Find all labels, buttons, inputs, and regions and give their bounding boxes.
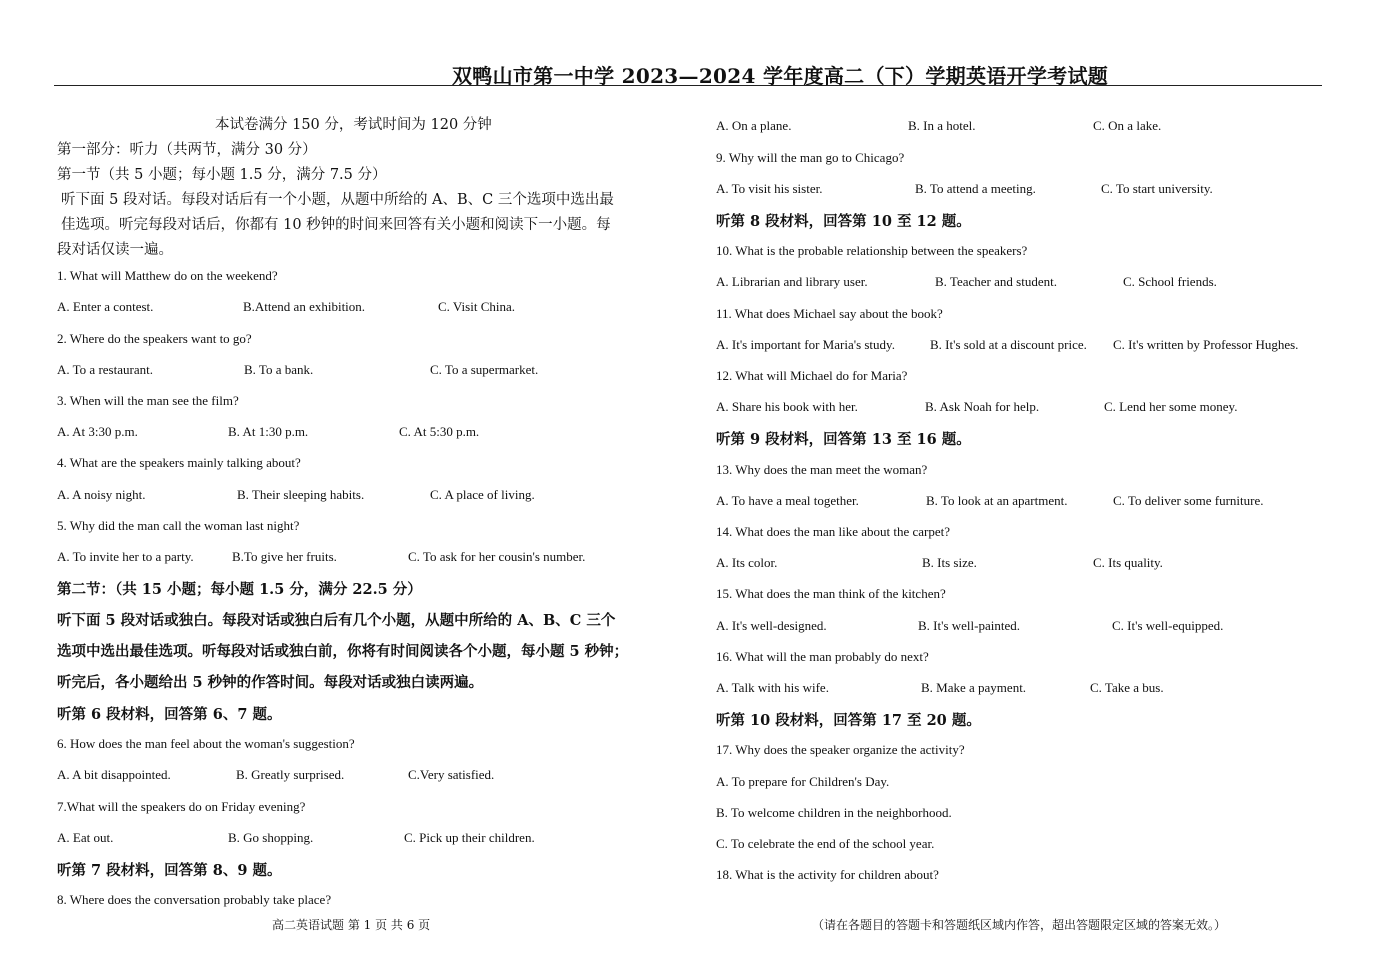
- q13-option-a: A. To have a meal together.: [716, 493, 859, 508]
- q6-option-a: A. A bit disappointed.: [57, 767, 171, 782]
- q5-option-b: B.To give her fruits.: [232, 549, 337, 564]
- q2-option-a: A. To a restaurant.: [57, 362, 153, 377]
- q11-option-a: A. It's important for Maria's study.: [716, 337, 895, 352]
- page-footer-left: 高二英语试题 第 1 页 共 6 页: [272, 918, 431, 932]
- instruction-line: 听下面 5 段对话。每段对话后有一个小题，从题中所给的 A、B、C 三个选项中选出最: [61, 192, 614, 208]
- q7-option-a: A. Eat out.: [57, 830, 114, 845]
- q2-option-c: C. To a supermarket.: [430, 362, 539, 377]
- question-1: 1. What will Matthew do on the weekend?: [57, 268, 278, 283]
- q6-option-b: B. Greatly surprised.: [236, 767, 345, 782]
- question-12: 12. What will Michael do for Maria?: [716, 368, 908, 383]
- q7-option-b: B. Go shopping.: [228, 830, 314, 845]
- question-10: 10. What is the probable relationship between the speakers?: [716, 243, 1028, 258]
- q3-option-a: A. At 3:30 p.m.: [57, 424, 138, 439]
- material-10-heading: 听第 10 段材料，回答第 17 至 20 题。: [716, 712, 981, 729]
- instruction-line: 听下面 5 段对话或独白。每段对话或独白后有几个小题，从题中所给的 A、B、C 三个: [57, 612, 616, 629]
- q17-option-c: C. To celebrate the end of the school year.: [716, 836, 935, 851]
- q8-option-a: A. On a plane.: [716, 118, 792, 133]
- q1-option-c: C. Visit China.: [438, 299, 515, 314]
- question-4: 4. What are the speakers mainly talking about?: [57, 455, 301, 470]
- instruction-line: 听完后，各小题给出 5 秒钟的作答时间。每段对话或独白读两遍。: [57, 674, 484, 691]
- q4-option-b: B. Their sleeping habits.: [237, 487, 365, 502]
- q13-option-c: C. To deliver some furniture.: [1113, 493, 1264, 508]
- q5-option-a: A. To invite her to a party.: [57, 549, 194, 564]
- question-17: 17. Why does the speaker organize the activity?: [716, 742, 965, 757]
- question-13: 13. Why does the man meet the woman?: [716, 462, 928, 477]
- question-15: 15. What does the man think of the kitchen?: [716, 586, 946, 601]
- question-7: 7.What will the speakers do on Friday evening?: [57, 799, 306, 814]
- exam-title: 双鸭山市第一中学 2023—2024 学年度高二（下）学期英语开学考试题: [452, 64, 1109, 88]
- question-16: 16. What will the man probably do next?: [716, 649, 929, 664]
- q12-option-b: B. Ask Noah for help.: [925, 399, 1040, 414]
- q16-option-b: B. Make a payment.: [921, 680, 1027, 695]
- q9-option-c: C. To start university.: [1101, 181, 1213, 196]
- material-8-heading: 听第 8 段材料，回答第 10 至 12 题。: [716, 213, 971, 230]
- question-9: 9. Why will the man go to Chicago?: [716, 150, 905, 165]
- question-3: 3. When will the man see the film?: [57, 393, 239, 408]
- q3-option-b: B. At 1:30 p.m.: [228, 424, 309, 439]
- q15-option-c: C. It's well-equipped.: [1112, 618, 1224, 633]
- material-6-heading: 听第 6 段材料，回答第 6、7 题。: [57, 706, 282, 723]
- q3-option-c: C. At 5:30 p.m.: [399, 424, 480, 439]
- question-14: 14. What does the man like about the carpet?: [716, 524, 951, 539]
- q13-option-b: B. To look at an apartment.: [926, 493, 1068, 508]
- section1-heading: 第一节（共 5 小题；每小题 1.5 分，满分 7.5 分）: [57, 167, 387, 183]
- q16-option-a: A. Talk with his wife.: [716, 680, 829, 695]
- q10-option-c: C. School friends.: [1123, 274, 1217, 289]
- q11-option-b: B. It's sold at a discount price.: [930, 337, 1087, 352]
- q4-option-c: C. A place of living.: [430, 487, 535, 502]
- page-footer-right: （请在各题目的答题卡和答题纸区域内作答，超出答题限定区域的答案无效。）: [812, 918, 1227, 932]
- instruction-line: 佳选项。听完每段对话后，你都有 10 秒钟的时间来回答有关小题和阅读下一小题。每: [61, 217, 611, 233]
- q17-option-a: A. To prepare for Children's Day.: [716, 774, 890, 789]
- part1-heading: 第一部分：听力（共两节，满分 30 分）: [57, 142, 317, 158]
- question-6: 6. How does the man feel about the woman's suggestion?: [57, 736, 355, 751]
- q16-option-c: C. Take a bus.: [1090, 680, 1164, 695]
- q8-option-b: B. In a hotel.: [908, 118, 976, 133]
- q12-option-c: C. Lend her some money.: [1104, 399, 1238, 414]
- q14-option-c: C. Its quality.: [1093, 555, 1163, 570]
- q14-option-a: A. Its color.: [716, 555, 778, 570]
- q9-option-b: B. To attend a meeting.: [915, 181, 1036, 196]
- instruction-line: 选项中选出最佳选项。听每段对话或独白前，你将有时间阅读各个小题，每小题 5 秒钟；: [57, 643, 629, 660]
- q15-option-b: B. It's well-painted.: [918, 618, 1020, 633]
- q8-option-c: C. On a lake.: [1093, 118, 1162, 133]
- q7-option-c: C. Pick up their children.: [404, 830, 535, 845]
- q15-option-a: A. It's well-designed.: [716, 618, 827, 633]
- question-8: 8. Where does the conversation probably take place?: [57, 892, 332, 907]
- q1-option-a: A. Enter a contest.: [57, 299, 154, 314]
- q14-option-b: B. Its size.: [922, 555, 977, 570]
- q11-option-c: C. It's written by Professor Hughes.: [1113, 337, 1299, 352]
- score-intro: 本试卷满分 150 分，考试时间为 120 分钟: [215, 117, 492, 133]
- q17-option-b: B. To welcome children in the neighborhood.: [716, 805, 952, 820]
- q2-option-b: B. To a bank.: [244, 362, 314, 377]
- q6-option-c: C.Very satisfied.: [408, 767, 495, 782]
- question-5: 5. Why did the man call the woman last night?: [57, 518, 300, 533]
- section2-heading: 第二节：（共 15 小题；每小题 1.5 分，满分 22.5 分）: [57, 581, 422, 598]
- title-divider: [54, 85, 1322, 86]
- question-2: 2. Where do the speakers want to go?: [57, 331, 252, 346]
- material-9-heading: 听第 9 段材料，回答第 13 至 16 题。: [716, 431, 971, 448]
- q1-option-b: B.Attend an exhibition.: [243, 299, 366, 314]
- question-11: 11. What does Michael say about the book?: [716, 306, 943, 321]
- q10-option-a: A. Librarian and library user.: [716, 274, 868, 289]
- instruction-line: 段对话仅读一遍。: [57, 242, 173, 258]
- q10-option-b: B. Teacher and student.: [935, 274, 1057, 289]
- question-18: 18. What is the activity for children about?: [716, 867, 939, 882]
- q12-option-a: A. Share his book with her.: [716, 399, 858, 414]
- q4-option-a: A. A noisy night.: [57, 487, 146, 502]
- q9-option-a: A. To visit his sister.: [716, 181, 823, 196]
- q5-option-c: C. To ask for her cousin's number.: [408, 549, 586, 564]
- material-7-heading: 听第 7 段材料，回答第 8、9 题。: [57, 862, 282, 879]
